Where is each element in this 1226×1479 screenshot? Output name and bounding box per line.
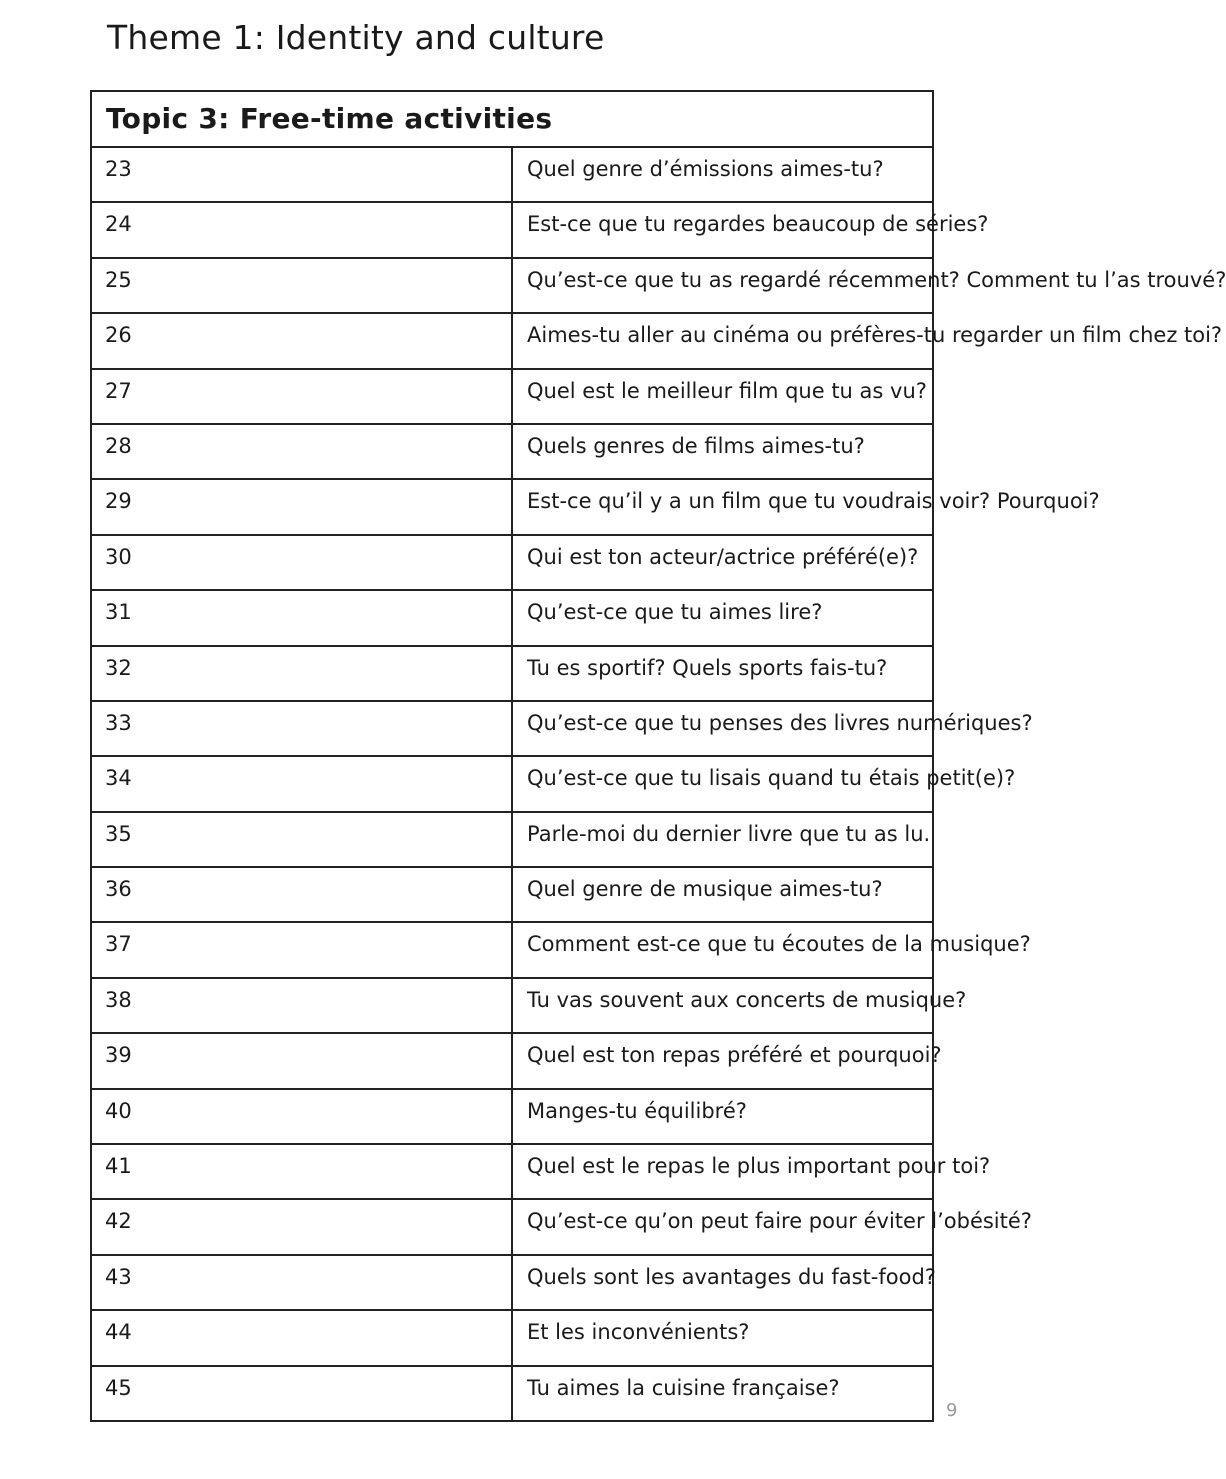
question-text: Quel est le repas le plus important pour toi?: [512, 1144, 933, 1199]
question-row: [91, 424, 933, 479]
question-text: Parle-moi du dernier livre que tu as lu.: [512, 812, 933, 867]
question-row: [91, 258, 933, 313]
question-number: 30: [91, 535, 512, 590]
question-number: 25: [91, 258, 512, 313]
question-text: Qui est ton acteur/actrice préféré(e)?: [512, 535, 933, 590]
question-text: Qu’est-ce qu’on peut faire pour éviter l’obésité?: [512, 1199, 933, 1254]
question-number: 45: [91, 1366, 512, 1421]
question-text: Est-ce qu’il y a un film que tu voudrais voir? Pourquoi?: [512, 479, 933, 534]
question-row: [91, 1089, 933, 1144]
question-number: 43: [91, 1255, 512, 1310]
question-text: Tu es sportif? Quels sports fais-tu?: [512, 646, 933, 701]
question-row: [91, 1033, 933, 1088]
question-number: 31: [91, 590, 512, 645]
question-number: 41: [91, 1144, 512, 1199]
question-row: [91, 922, 933, 977]
question-row: [91, 535, 933, 590]
topic-header-row: [91, 91, 933, 147]
question-text: Quel genre de musique aimes-tu?: [512, 867, 933, 922]
question-row: [91, 867, 933, 922]
question-row: [91, 590, 933, 645]
question-row: [91, 369, 933, 424]
page-number: 9: [946, 1400, 958, 1421]
question-number: 32: [91, 646, 512, 701]
question-row: [91, 1366, 933, 1421]
question-row: [91, 978, 933, 1033]
question-row: [91, 646, 933, 701]
question-row: [91, 1199, 933, 1254]
question-text: Qu’est-ce que tu as regardé récemment? Comment tu l’as trouvé?: [512, 258, 933, 313]
question-row: [91, 1310, 933, 1365]
question-number: 40: [91, 1089, 512, 1144]
question-number: 33: [91, 701, 512, 756]
question-text: Tu aimes la cuisine française?: [512, 1366, 933, 1421]
question-text: Manges-tu équilibré?: [512, 1089, 933, 1144]
question-number: 38: [91, 978, 512, 1033]
question-text: Aimes-tu aller au cinéma ou préfères-tu regarder un film chez toi?: [512, 313, 933, 368]
question-number: 27: [91, 369, 512, 424]
question-text: Qu’est-ce que tu aimes lire?: [512, 590, 933, 645]
question-number: 39: [91, 1033, 512, 1088]
question-row: [91, 812, 933, 867]
question-row: [91, 701, 933, 756]
question-text: Quels sont les avantages du fast-food?: [512, 1255, 933, 1310]
page-title: Theme 1: Identity and culture: [107, 18, 605, 57]
question-number: 34: [91, 756, 512, 811]
question-text: Quel est ton repas préféré et pourquoi?: [512, 1033, 933, 1088]
question-row: [91, 202, 933, 257]
question-text: Quels genres de films aimes-tu?: [512, 424, 933, 479]
question-number: 35: [91, 812, 512, 867]
question-number: 24: [91, 202, 512, 257]
question-text: Quel est le meilleur film que tu as vu?: [512, 369, 933, 424]
question-row: [91, 1255, 933, 1310]
question-number: 42: [91, 1199, 512, 1254]
question-number: 36: [91, 867, 512, 922]
question-text: Est-ce que tu regardes beaucoup de séries?: [512, 202, 933, 257]
question-text: Tu vas souvent aux concerts de musique?: [512, 978, 933, 1033]
question-row: [91, 313, 933, 368]
question-number: 28: [91, 424, 512, 479]
question-number: 23: [91, 147, 512, 202]
question-text: Qu’est-ce que tu lisais quand tu étais petit(e)?: [512, 756, 933, 811]
question-number: 29: [91, 479, 512, 534]
question-number: 44: [91, 1310, 512, 1365]
topic-title: Topic 3: Free-time activities: [91, 91, 933, 147]
question-text: Comment est-ce que tu écoutes de la musique?: [512, 922, 933, 977]
question-row: [91, 1144, 933, 1199]
question-text: Et les inconvénients?: [512, 1310, 933, 1365]
question-text: Qu’est-ce que tu penses des livres numériques?: [512, 701, 933, 756]
question-row: [91, 756, 933, 811]
question-number: 26: [91, 313, 512, 368]
questions-table: [90, 90, 1226, 1422]
question-row: [91, 147, 933, 202]
question-row: [91, 479, 933, 534]
question-number: 37: [91, 922, 512, 977]
question-text: Quel genre d’émissions aimes-tu?: [512, 147, 933, 202]
